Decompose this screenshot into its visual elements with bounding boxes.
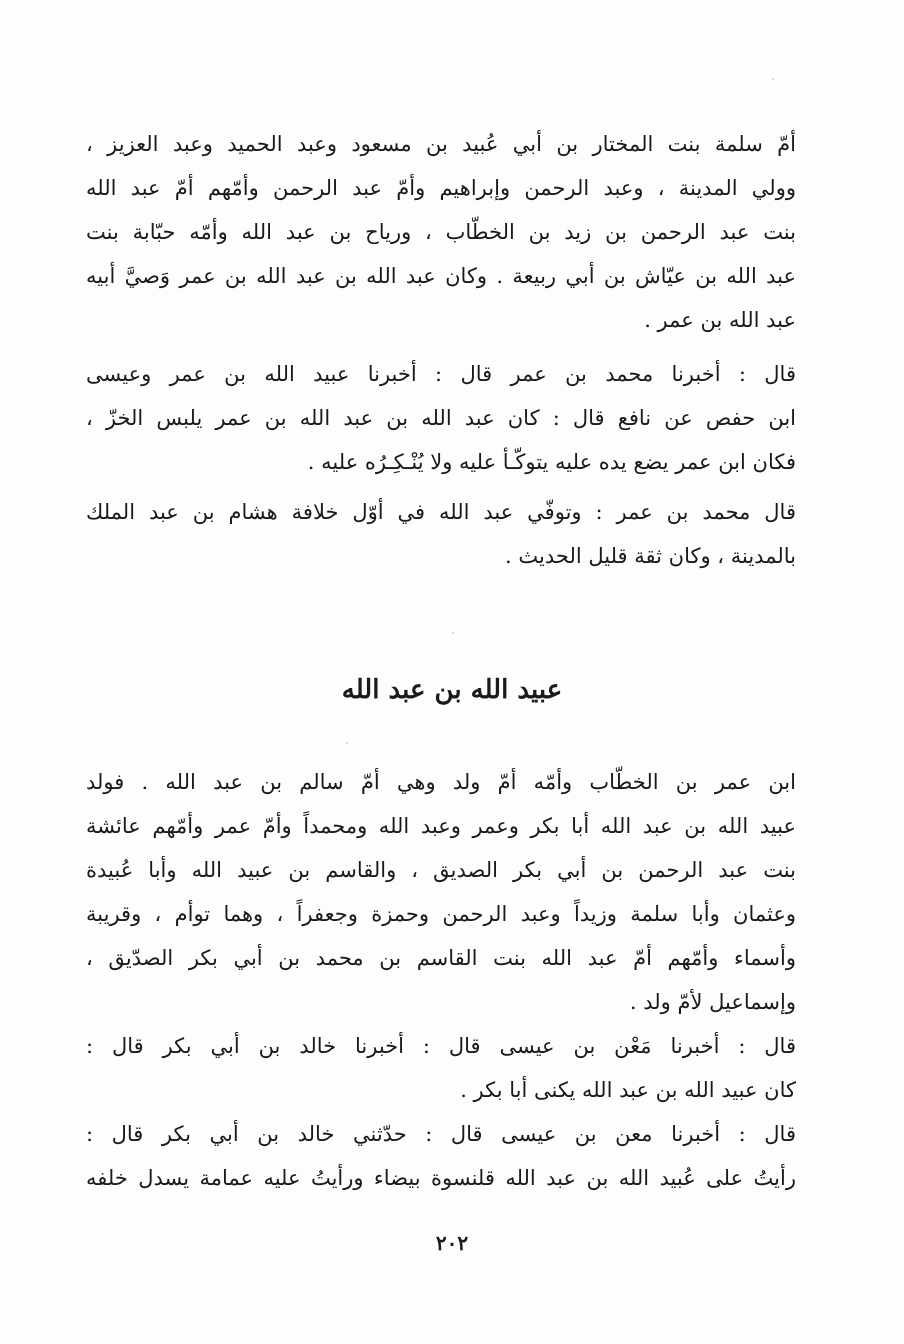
scan-speck <box>772 78 774 80</box>
paragraph <box>86 122 796 342</box>
text-line: رأيتُ على عُبيد الله بن عبد الله قلنسوة بيضاء ورأيتُ عليه عمامة يسدل خلفه <box>86 1166 796 1190</box>
text-line: قال : أخبرنا معن بن عيسى قال : حدّثني خالد بن أبي بكر قال : <box>86 1122 796 1146</box>
scan-speck <box>346 742 348 744</box>
paragraph <box>86 760 796 1024</box>
paragraph <box>86 1112 796 1200</box>
text-line: وولي المدينة ، وعبد الرحمن وإبراهيم وأمّ عبد الرحمن وأمّهم أمّ عبد الله <box>86 176 796 200</box>
scan-speck <box>452 632 454 634</box>
text-line: بنت عبد الرحمن بن زيد بن الخطّاب ، ورياح بن عبد الله وأمّه حبّابة بنت <box>86 220 796 244</box>
paragraph <box>86 352 796 484</box>
text-line: أمّ سلمة بنت المختار بن أبي عُبيد بن مسعود وعبد الحميد وعبد العزيز ، <box>86 132 796 156</box>
text-line: فكان ابن عمر يضع يده عليه يتوكّـأ عليه ولا يُنْـكِـرُه عليه . <box>307 450 796 474</box>
text-line: عبد الله بن عمر . <box>644 308 796 332</box>
text-line: عبد الله بن عيّاش بن أبي ربيعة . وكان عبد الله بن عبد الله بن عمر وَصيَّ أبيه <box>86 264 796 288</box>
text-line: بالمدينة ، وكان ثقة قليل الحديث . <box>505 544 796 568</box>
paragraph <box>86 1024 796 1112</box>
text-line: عبيد الله بن عبد الله أبا بكر وعمر وعبد الله ومحمداً وأمّ عمر وأمّهم عائشة <box>86 814 796 838</box>
text-line: قال : أخبرنا محمد بن عمر قال : أخبرنا عبيد الله بن عمر وعيسى <box>86 362 796 386</box>
text-line: وعثمان وأبا سلمة وزيداً وعبد الرحمن وحمزة وجعفراً ، وهما توأم ، وقريبة <box>86 902 796 926</box>
text-line: ابن حفص عن نافع قال : كان عبد الله بن عبد الله بن عمر يلبس الخزّ ، <box>86 406 796 430</box>
section-title: عبيد الله بن عبد الله <box>341 675 563 705</box>
text-line: بنت عبد الرحمن بن أبي بكر الصديق ، والقاسم بن عبيد الله وأبا عُبيدة <box>86 858 796 882</box>
text-line: وأسماء وأمّهم أمّ عبد الله بنت القاسم بن محمد بن أبي بكر الصدّيق ، <box>86 946 796 970</box>
text-line: وإسماعيل لأمّ ولد . <box>629 990 796 1014</box>
text-line: قال : أخبرنا مَعْن بن عيسى قال : أخبرنا خالد بن أبي بكر قال : <box>86 1034 796 1058</box>
text-line: ابن عمر بن الخطّاب وأمّه أمّ ولد وهي أمّ سالم بن عبد الله . فولد <box>86 770 796 794</box>
paragraph <box>86 490 796 578</box>
text-line: قال محمد بن عمر : وتوفّي عبد الله في أوّل خلافة هشام بن عبد الملك <box>86 500 796 524</box>
text-line: كان عبيد الله بن عبد الله يكنى أبا بكر . <box>460 1078 796 1102</box>
page-number: ٢٠٢ <box>435 1231 469 1255</box>
